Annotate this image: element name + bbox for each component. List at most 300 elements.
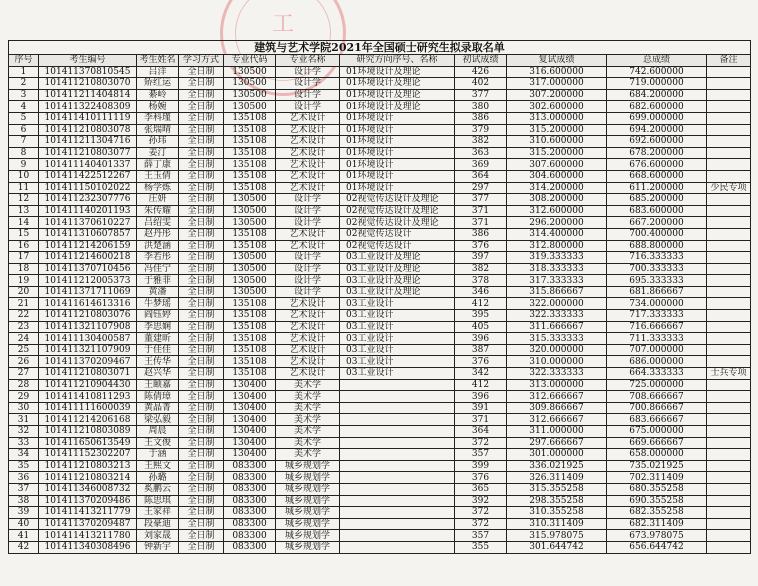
table-row — [9, 159, 751, 171]
table-cell: 城乡规划学 — [276, 530, 340, 542]
table-row — [9, 147, 751, 159]
table-cell: 于涵 — [137, 449, 179, 461]
table-cell: 371 — [455, 205, 507, 217]
table-cell: 742.600000 — [607, 66, 707, 78]
table-row — [9, 310, 751, 322]
table-row — [9, 124, 751, 136]
table-cell: 673.978075 — [607, 530, 707, 542]
table-cell: 322.333333 — [507, 310, 607, 322]
table-cell: 101411370209467 — [39, 356, 137, 368]
table-cell: 379 — [455, 124, 507, 136]
table-cell: 全日制 — [179, 252, 224, 264]
table-cell: 20 — [9, 286, 39, 298]
table-cell: 梁弘毅 — [137, 414, 179, 426]
table-cell: 全日制 — [179, 112, 224, 124]
table-cell: 艺术设计 — [276, 333, 340, 345]
table-cell: 03工业设计 — [340, 310, 455, 322]
table-cell: 设计学 — [276, 66, 340, 78]
table-cell: 326.311409 — [507, 472, 607, 484]
table-cell: 308.200000 — [507, 194, 607, 206]
table-cell: 陈思琪 — [137, 495, 179, 507]
table-row — [9, 205, 751, 217]
table-cell: 01环境设计 — [340, 159, 455, 171]
table-cell: 城乡规划学 — [276, 518, 340, 530]
table-cell: 686.000000 — [607, 356, 707, 368]
table-cell — [707, 252, 751, 264]
table-cell: 美术学 — [276, 379, 340, 391]
table-cell: 685.200000 — [607, 194, 707, 206]
table-cell: 01环境设计及理论 — [340, 78, 455, 90]
table-cell — [707, 344, 751, 356]
table-cell: 士兵专项 — [707, 368, 751, 380]
table-cell — [707, 310, 751, 322]
table-cell — [707, 286, 751, 298]
table-cell: 101411210803089 — [39, 426, 137, 438]
table-cell: 313.000000 — [507, 379, 607, 391]
table-cell: 101411321107908 — [39, 321, 137, 333]
table-cell: 369 — [455, 159, 507, 171]
table-cell: 310.355258 — [507, 507, 607, 519]
table-cell: 綦岭 — [137, 89, 179, 101]
table-cell: 全日制 — [179, 460, 224, 472]
table-cell: 135108 — [224, 310, 276, 322]
table-cell: 101411370610227 — [39, 217, 137, 229]
table-cell: 阎钰婷 — [137, 310, 179, 322]
table-cell: 全日制 — [179, 147, 224, 159]
table-cell: 02视觉传达设计及理论 — [340, 194, 455, 206]
column-header: 研究方向序号、名称 — [340, 55, 455, 67]
table-cell: 全日制 — [179, 437, 224, 449]
table-cell: 4 — [9, 101, 39, 113]
table-cell — [340, 426, 455, 438]
table-cell: 王颐嘉 — [137, 379, 179, 391]
table-cell: 101411370209486 — [39, 495, 137, 507]
table-cell: 716.333333 — [607, 252, 707, 264]
table-cell: 317.000000 — [507, 78, 607, 90]
table-cell — [340, 495, 455, 507]
table-cell: 美术学 — [276, 414, 340, 426]
table-cell: 6 — [9, 124, 39, 136]
table-cell — [707, 472, 751, 484]
table-cell — [340, 472, 455, 484]
table-cell: 397 — [455, 252, 507, 264]
table-row — [9, 101, 751, 113]
table-cell: 艺术设计 — [276, 112, 340, 124]
table-cell: 101411370810545 — [39, 66, 137, 78]
table-row — [9, 136, 751, 148]
table-cell: 692.600000 — [607, 136, 707, 148]
table-row — [9, 507, 751, 519]
table-cell — [707, 518, 751, 530]
table-cell: 130500 — [224, 194, 276, 206]
table-cell: 城乡规划学 — [276, 541, 340, 553]
table-cell: 34 — [9, 449, 39, 461]
table-cell: 全日制 — [179, 89, 224, 101]
table-cell: 27 — [9, 368, 39, 380]
table-cell — [340, 483, 455, 495]
table-cell: 387 — [455, 344, 507, 356]
table-cell: 377 — [455, 89, 507, 101]
table-cell: 357 — [455, 449, 507, 461]
table-cell: 艺术设计 — [276, 159, 340, 171]
table-cell: 钟新宇 — [137, 541, 179, 553]
table-cell — [707, 437, 751, 449]
table-cell: 全日制 — [179, 507, 224, 519]
table-cell: 377 — [455, 194, 507, 206]
table-cell: 681.866667 — [607, 286, 707, 298]
table-cell: 9 — [9, 159, 39, 171]
table-cell: 城乡规划学 — [276, 460, 340, 472]
table-cell: 13 — [9, 205, 39, 217]
table-row — [9, 379, 751, 391]
table-cell: 376 — [455, 356, 507, 368]
table-cell: 346 — [455, 286, 507, 298]
table-cell — [340, 460, 455, 472]
table-cell: 于雅菲 — [137, 275, 179, 287]
table-cell — [340, 449, 455, 461]
table-cell: 372 — [455, 437, 507, 449]
table-cell: 725.000000 — [607, 379, 707, 391]
table-cell: 717.333333 — [607, 310, 707, 322]
table-cell: 全日制 — [179, 541, 224, 553]
table-cell: 15 — [9, 228, 39, 240]
table-cell: 101411210803078 — [39, 124, 137, 136]
table-cell: 孙璐 — [137, 472, 179, 484]
table-cell — [340, 391, 455, 403]
table-cell: 130500 — [224, 78, 276, 90]
table-cell: 658.000000 — [607, 449, 707, 461]
table-cell: 130400 — [224, 414, 276, 426]
table-cell: 130400 — [224, 391, 276, 403]
column-header: 专业代码 — [224, 55, 276, 67]
table-cell: 02视觉传达设计 — [340, 240, 455, 252]
table-cell: 412 — [455, 379, 507, 391]
table-cell: 301.644742 — [507, 541, 607, 553]
table-cell: 全日制 — [179, 298, 224, 310]
table-cell: 083300 — [224, 460, 276, 472]
table-cell: 382 — [455, 263, 507, 275]
table-cell: 28 — [9, 379, 39, 391]
table-cell — [707, 136, 751, 148]
table-cell: 王文俊 — [137, 437, 179, 449]
table-cell: 全日制 — [179, 275, 224, 287]
table-cell: 130500 — [224, 286, 276, 298]
table-cell — [707, 298, 751, 310]
table-row — [9, 333, 751, 345]
table-cell: 全日制 — [179, 101, 224, 113]
table-cell: 684.200000 — [607, 89, 707, 101]
table-cell: 683.666667 — [607, 414, 707, 426]
table-cell: 03工业设计 — [340, 344, 455, 356]
table-cell: 135108 — [224, 333, 276, 345]
seal-text: 工 — [271, 12, 294, 37]
table-cell: 298.355258 — [507, 495, 607, 507]
table-cell — [707, 356, 751, 368]
table-cell: 2 — [9, 78, 39, 90]
table-cell: 全日制 — [179, 159, 224, 171]
table-cell: 14 — [9, 217, 39, 229]
table-cell: 101411130400587 — [39, 333, 137, 345]
table-cell: 101411150102022 — [39, 182, 137, 194]
table-cell: 张瑞晴 — [137, 124, 179, 136]
table-cell: 21 — [9, 298, 39, 310]
table-cell: 全日制 — [179, 518, 224, 530]
table-cell: 03工业设计 — [340, 333, 455, 345]
title-row — [9, 41, 751, 55]
table-cell: 083300 — [224, 472, 276, 484]
table-row — [9, 391, 751, 403]
table-cell: 101411140401337 — [39, 159, 137, 171]
table-cell: 03工业设计及理论 — [340, 252, 455, 264]
table-cell: 135108 — [224, 170, 276, 182]
table-cell: 杨婉 — [137, 101, 179, 113]
table-row — [9, 275, 751, 287]
table-cell: 01环境设计及理论 — [340, 101, 455, 113]
table-cell: 101411210803214 — [39, 472, 137, 484]
column-header: 专业名称 — [276, 55, 340, 67]
table-cell — [707, 89, 751, 101]
table-cell: 设计学 — [276, 78, 340, 90]
table-cell: 101411210904430 — [39, 379, 137, 391]
table-cell: 372 — [455, 507, 507, 519]
table-cell: 设计学 — [276, 275, 340, 287]
table-cell: 683.600000 — [607, 205, 707, 217]
table-cell: 364 — [455, 170, 507, 182]
table-cell: 135108 — [224, 147, 276, 159]
table-cell: 364 — [455, 426, 507, 438]
table-cell: 全日制 — [179, 333, 224, 345]
table-cell: 艺术设计 — [276, 170, 340, 182]
table-cell — [707, 124, 751, 136]
table-cell: 101411370710456 — [39, 263, 137, 275]
table-cell: 03工业设计及理论 — [340, 275, 455, 287]
table-cell: 26 — [9, 356, 39, 368]
table-cell: 孙玮 — [137, 136, 179, 148]
table-cell — [707, 78, 751, 90]
table-cell — [707, 483, 751, 495]
table-cell: 7 — [9, 136, 39, 148]
table-cell: 130400 — [224, 426, 276, 438]
table-cell: 371 — [455, 414, 507, 426]
table-cell: 101411410811293 — [39, 391, 137, 403]
table-cell: 美术学 — [276, 437, 340, 449]
table-cell: 101411310607857 — [39, 228, 137, 240]
table-cell: 135108 — [224, 124, 276, 136]
table-cell: 101411371711069 — [39, 286, 137, 298]
table-cell: 135108 — [224, 368, 276, 380]
table-cell — [707, 275, 751, 287]
table-cell: 312.600000 — [507, 205, 607, 217]
table-cell: 5 — [9, 112, 39, 124]
table-cell: 311.666667 — [507, 321, 607, 333]
table-cell: 101411214206168 — [39, 414, 137, 426]
table-cell — [707, 240, 751, 252]
table-cell: 全日制 — [179, 170, 224, 182]
table-cell: 342 — [455, 368, 507, 380]
table-cell: 王玉倩 — [137, 170, 179, 182]
table-cell: 设计学 — [276, 217, 340, 229]
table-cell: 101411152302207 — [39, 449, 137, 461]
table-cell: 700.866667 — [607, 402, 707, 414]
table-cell — [340, 379, 455, 391]
table-cell: 101411140201193 — [39, 205, 137, 217]
table-cell: 赵丹彤 — [137, 228, 179, 240]
table-cell: 02视觉传达设计及理论 — [340, 205, 455, 217]
table-cell: 317.333333 — [507, 275, 607, 287]
table-cell: 310.311409 — [507, 518, 607, 530]
table-cell: 372 — [455, 518, 507, 530]
table-cell: 全日制 — [179, 449, 224, 461]
table-cell: 355 — [455, 541, 507, 553]
table-cell: 31 — [9, 414, 39, 426]
table-cell: 412 — [455, 298, 507, 310]
table-row — [9, 344, 751, 356]
table-row — [9, 252, 751, 264]
table-cell: 全日制 — [179, 124, 224, 136]
table-cell: 682.600000 — [607, 101, 707, 113]
column-header: 备注 — [707, 55, 751, 67]
table-cell: 32 — [9, 426, 39, 438]
table-cell: 01环境设计 — [340, 182, 455, 194]
table-cell: 310.000000 — [507, 356, 607, 368]
table-cell — [707, 147, 751, 159]
table-cell: 702.311409 — [607, 472, 707, 484]
table-cell: 309.866667 — [507, 402, 607, 414]
table-row — [9, 194, 751, 206]
column-header: 序号 — [9, 55, 39, 67]
table-cell: 700.400000 — [607, 228, 707, 240]
table-cell: 135108 — [224, 228, 276, 240]
table-row — [9, 541, 751, 553]
table-row — [9, 426, 751, 438]
table-cell: 297.666667 — [507, 437, 607, 449]
table-cell: 320.000000 — [507, 344, 607, 356]
table-cell: 40 — [9, 518, 39, 530]
table-cell: 405 — [455, 321, 507, 333]
table-cell: 全日制 — [179, 136, 224, 148]
table-cell: 38 — [9, 495, 39, 507]
table-cell: 全日制 — [179, 205, 224, 217]
table-cell: 全日制 — [179, 286, 224, 298]
table-cell: 130400 — [224, 437, 276, 449]
table-cell: 130400 — [224, 449, 276, 461]
table-row — [9, 112, 751, 124]
table-cell: 全日制 — [179, 228, 224, 240]
table-cell: 吕绍雯 — [137, 217, 179, 229]
table-cell: 101411370209487 — [39, 518, 137, 530]
table-cell: 315.978075 — [507, 530, 607, 542]
table-row — [9, 263, 751, 275]
table-cell: 101411210803071 — [39, 368, 137, 380]
table-cell — [707, 507, 751, 519]
table-cell: 135108 — [224, 182, 276, 194]
table-cell: 李若彤 — [137, 252, 179, 264]
table-cell: 130400 — [224, 379, 276, 391]
table-cell: 101411214206159 — [39, 240, 137, 252]
table-cell: 3 — [9, 89, 39, 101]
table-cell — [707, 170, 751, 182]
table-cell: 101411210803213 — [39, 460, 137, 472]
table-cell: 678.200000 — [607, 147, 707, 159]
table-cell: 101411340308496 — [39, 541, 137, 553]
table-cell: 682.311409 — [607, 518, 707, 530]
table-cell: 319.333333 — [507, 252, 607, 264]
table-cell: 37 — [9, 483, 39, 495]
table-cell: 313.000000 — [507, 112, 607, 124]
table-cell: 669.666667 — [607, 437, 707, 449]
table-cell — [707, 402, 751, 414]
table-cell: 336.021925 — [507, 460, 607, 472]
table-cell: 135108 — [224, 159, 276, 171]
table-cell: 680.355258 — [607, 483, 707, 495]
table-cell — [707, 321, 751, 333]
table-cell: 艺术设计 — [276, 356, 340, 368]
table-cell: 130500 — [224, 263, 276, 275]
table-row — [9, 495, 751, 507]
table-cell: 101411210803070 — [39, 78, 137, 90]
table-cell: 101411413211780 — [39, 530, 137, 542]
table-cell — [707, 217, 751, 229]
table-cell: 美术学 — [276, 426, 340, 438]
table-cell: 716.666667 — [607, 321, 707, 333]
table-cell: 41 — [9, 530, 39, 542]
table-cell: 656.644742 — [607, 541, 707, 553]
table-cell: 全日制 — [179, 495, 224, 507]
table-cell: 315.200000 — [507, 124, 607, 136]
table-cell: 391 — [455, 402, 507, 414]
table-cell: 083300 — [224, 495, 276, 507]
table-cell — [340, 437, 455, 449]
table-cell: 668.600000 — [607, 170, 707, 182]
table-row — [9, 530, 751, 542]
table-row — [9, 518, 751, 530]
table-cell: 03工业设计及理论 — [340, 286, 455, 298]
column-header: 考生编号 — [39, 55, 137, 67]
table-cell: 吕洋 — [137, 66, 179, 78]
table-cell — [707, 66, 751, 78]
table-cell: 083300 — [224, 530, 276, 542]
table-cell: 135108 — [224, 344, 276, 356]
table-row — [9, 66, 751, 78]
table-cell: 101411211304716 — [39, 136, 137, 148]
table-cell: 黄晶菁 — [137, 402, 179, 414]
table-cell: 刘家晟 — [137, 530, 179, 542]
table-cell: 312.800000 — [507, 240, 607, 252]
table-cell — [707, 205, 751, 217]
table-cell: 03工业设计 — [340, 356, 455, 368]
table-cell: 33 — [9, 437, 39, 449]
table-cell: 30 — [9, 402, 39, 414]
table-cell: 周晨 — [137, 426, 179, 438]
table-cell: 365 — [455, 483, 507, 495]
table-cell: 707.000000 — [607, 344, 707, 356]
table-cell: 全日制 — [179, 66, 224, 78]
table-row — [9, 483, 751, 495]
table-cell: 395 — [455, 310, 507, 322]
table-cell — [340, 530, 455, 542]
table-cell: 23 — [9, 321, 39, 333]
table-cell — [340, 541, 455, 553]
table-cell: 101411210803076 — [39, 310, 137, 322]
table-cell: 董建昕 — [137, 333, 179, 345]
table-cell: 艺术设计 — [276, 240, 340, 252]
table-cell: 101411212005373 — [39, 275, 137, 287]
table-cell: 101411214600218 — [39, 252, 137, 264]
table-row — [9, 368, 751, 380]
table-cell: 美术学 — [276, 449, 340, 461]
table-cell: 赵兴华 — [137, 368, 179, 380]
table-cell: 设计学 — [276, 194, 340, 206]
